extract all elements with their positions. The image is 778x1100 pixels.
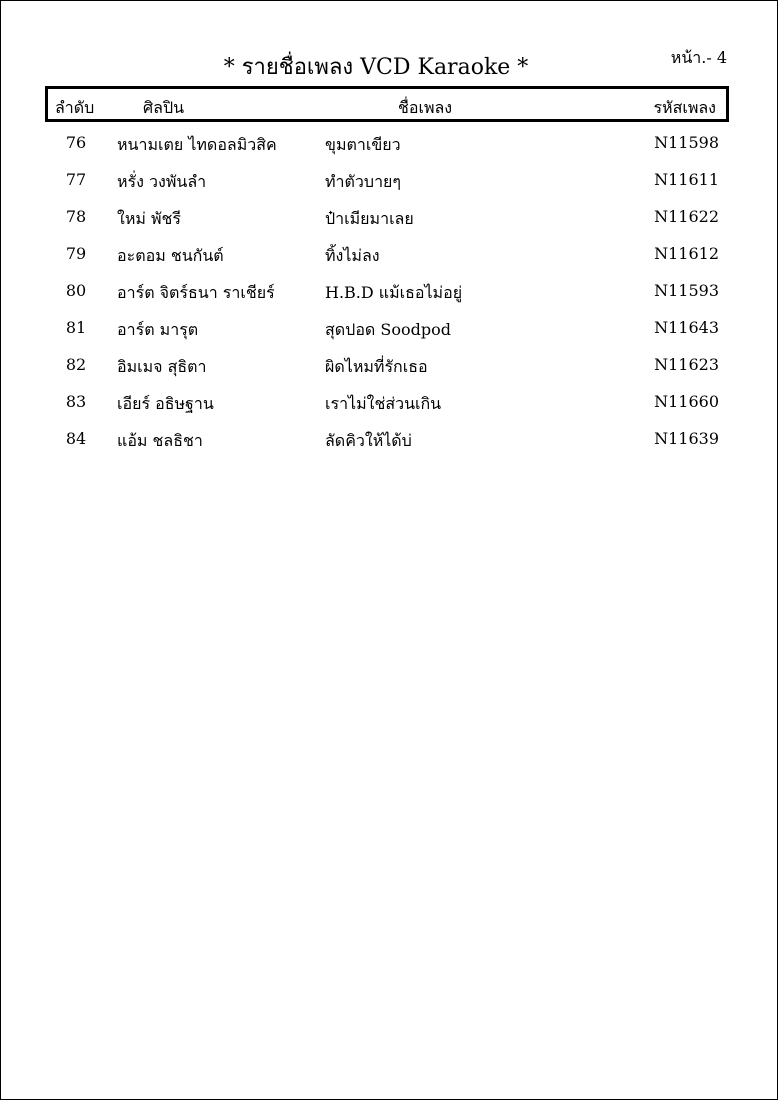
row-artist: หรั่ง วงพันลำ bbox=[117, 172, 207, 191]
row-song: ลัดคิวให้ได้บ่ bbox=[325, 431, 412, 450]
row-number: 82 bbox=[65, 355, 87, 374]
row-song: ทิ้งไม่ลง bbox=[325, 246, 380, 265]
row-number: 78 bbox=[65, 207, 87, 226]
row-code: N11623 bbox=[654, 355, 719, 374]
row-artist: ใหม่ พัชรี bbox=[117, 209, 181, 228]
row-code: N11643 bbox=[654, 318, 719, 337]
row-number: 84 bbox=[65, 429, 87, 448]
row-song: ขุมตาเขียว bbox=[325, 135, 401, 154]
row-number: 83 bbox=[65, 392, 87, 411]
row-code: N11660 bbox=[654, 392, 719, 411]
row-song: เราไม่ใช่ส่วนเกิน bbox=[325, 394, 442, 413]
table-row bbox=[1, 384, 777, 421]
row-code: N11639 bbox=[654, 429, 719, 448]
row-song: สุดปอด Soodpod bbox=[325, 320, 451, 339]
row-code: N11622 bbox=[654, 207, 719, 226]
row-code: N11612 bbox=[654, 244, 719, 263]
song-list bbox=[1, 125, 777, 458]
column-header-artist: ศิลปิน bbox=[143, 98, 185, 117]
row-song: ทำตัวบายๆ bbox=[325, 172, 402, 191]
row-artist: อะตอม ชนกันต์ bbox=[117, 246, 224, 265]
row-number: 81 bbox=[65, 318, 87, 337]
row-number: 77 bbox=[65, 170, 87, 189]
row-song: ป๋าเมียมาเลย bbox=[325, 209, 414, 228]
row-code: N11593 bbox=[654, 281, 719, 300]
row-artist: หนามเตย ไทดอลมิวสิค bbox=[117, 135, 277, 154]
row-code: N11611 bbox=[654, 170, 719, 189]
row-artist: เอียร์ อธิษฐาน bbox=[117, 394, 214, 413]
table-row bbox=[1, 347, 777, 384]
page-number: หน้า.- 4 bbox=[670, 48, 727, 67]
row-number: 80 bbox=[65, 281, 87, 300]
table-row bbox=[1, 125, 777, 162]
row-number: 76 bbox=[65, 133, 87, 152]
table-row bbox=[1, 236, 777, 273]
row-artist: แอ้ม ชลธิชา bbox=[117, 431, 203, 450]
table-row bbox=[1, 162, 777, 199]
table-row bbox=[1, 273, 777, 310]
row-song: H.B.D แม้เธอไม่อยู่ bbox=[325, 283, 463, 302]
table-header bbox=[45, 86, 729, 122]
row-artist: อาร์ต มารุต bbox=[117, 320, 199, 339]
row-number: 79 bbox=[65, 244, 87, 263]
table-row bbox=[1, 310, 777, 347]
column-header-no: ลำดับ bbox=[55, 98, 95, 117]
table-row bbox=[1, 421, 777, 458]
row-artist: อิมเมจ สุธิตา bbox=[117, 357, 207, 376]
column-header-song: ชื่อเพลง bbox=[398, 98, 453, 117]
page-title: * รายชื่อเพลง VCD Karaoke * bbox=[223, 55, 529, 80]
table-row bbox=[1, 199, 777, 236]
row-artist: อาร์ต จิตร์ธนา ราเชียร์ bbox=[117, 283, 275, 302]
row-song: ผิดไหมที่รักเธอ bbox=[325, 357, 428, 376]
row-code: N11598 bbox=[654, 133, 719, 152]
column-header-code: รหัสเพลง bbox=[653, 98, 716, 117]
